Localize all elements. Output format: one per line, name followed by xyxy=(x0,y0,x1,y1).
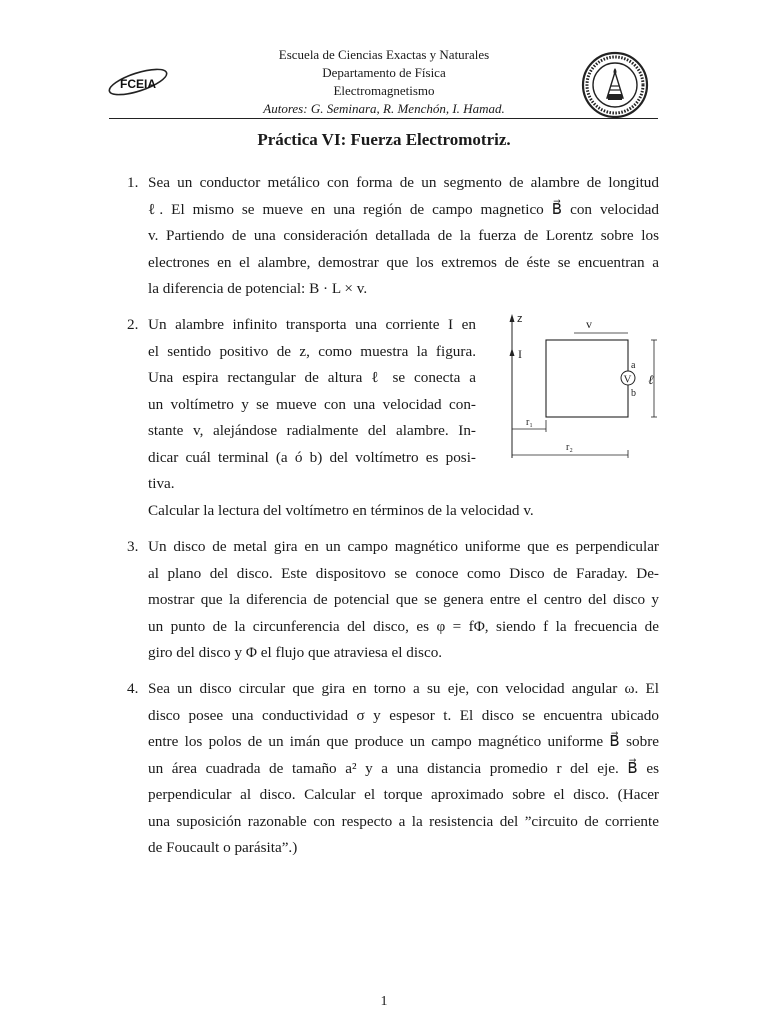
department-name: Departamento de Física xyxy=(322,65,446,80)
problem-line: dicar cuál terminal (a ó b) del voltímetro es posi- xyxy=(148,448,476,466)
r2-label: r₂ xyxy=(566,442,573,453)
z-label: z xyxy=(517,313,523,325)
z-arrowhead xyxy=(510,314,515,322)
rectangular-loop xyxy=(546,340,628,417)
problem-line: v. Partiendo de una consideración detallada de la fuerza de Lorentz sobre los xyxy=(148,227,659,244)
problem-line: Un disco de metal gira en un campo magnético uniforme que es perpendicular xyxy=(148,538,659,555)
course-name: Electromagnetismo xyxy=(333,83,435,98)
problem-line: un voltímetro y se mueve con una velocidad con- xyxy=(148,395,476,413)
problem-line: Sea un disco circular que gira en torno a su eje, con velocidad angular ω. El xyxy=(148,680,659,697)
authors-line: Autores: G. Seminara, R. Menchón, I. Hamad. xyxy=(263,101,505,116)
r1-label: r₁ xyxy=(526,417,533,428)
problem-line: disco posee una conductividad σ y espesor t. El disco se encuentra ubicado xyxy=(148,706,659,724)
page-title: Práctica VI: Fuerza Electromotriz. xyxy=(257,130,511,149)
problem-number: 2. xyxy=(127,316,139,333)
problem-line: Un alambre infinito transporta una corriente I en xyxy=(148,316,476,333)
current-label: I xyxy=(518,347,522,361)
problem-line: un punto de la circunferencia del disco, es φ = fΦ, siendo f la frecuencia de xyxy=(148,617,659,635)
current-arrow xyxy=(510,348,515,356)
problem-line: entre los polos de un imán que produce un campo magnético uniforme B⃗ sobre xyxy=(148,733,659,750)
problem-number: 1. xyxy=(127,174,139,191)
terminal-b-label: b xyxy=(631,388,636,399)
problem-line: electrones en el alambre, demostrar que los extremos de éste se encuentran a xyxy=(148,253,659,271)
header-rule xyxy=(109,118,658,119)
university-seal-logo xyxy=(580,50,650,124)
page-number: 1 xyxy=(380,994,388,1009)
problem-line: Una espira rectangular de altura ℓ se conecta a xyxy=(148,369,476,386)
problem-line: stante v, alejándose radialmente del alambre. In- xyxy=(148,422,476,439)
fceia-logo xyxy=(106,64,170,104)
terminal-a-label: a xyxy=(631,360,636,371)
problem-line: ℓ. El mismo se mueve en una región de campo magnetico B⃗ con velocidad xyxy=(148,200,659,218)
height-label: ℓ xyxy=(648,372,654,387)
problem-line: el sentido positivo de z, como muestra la figura. xyxy=(148,342,476,360)
problem-line: una suposición razonable con respecto a la resistencia del ”circuito de corriente xyxy=(148,812,659,830)
problem-line: giro del disco y Φ el flujo que atraviesa el disco. xyxy=(148,644,443,661)
wire-loop-figure xyxy=(500,310,670,474)
problem-line: Sea un conductor metálico con forma de un segmento de alambre de longitud xyxy=(148,174,659,191)
problem-number: 4. xyxy=(127,680,139,697)
problem-number: 3. xyxy=(127,538,139,555)
school-name: Escuela de Ciencias Exactas y Naturales xyxy=(278,47,490,62)
velocity-label: v xyxy=(586,317,592,331)
problem-line: Calcular la lectura del voltímetro en términos de la velocidad v. xyxy=(148,501,534,519)
problem-line: perpendicular al disco. Calcular el torque aproximado sobre el disco. (Hacer xyxy=(148,786,659,803)
problem-line: la diferencia de potencial: B · L × v. xyxy=(148,280,368,297)
problem-line: mostrar que la diferencia de potencial que se genera entre el centro del disco y xyxy=(148,591,659,608)
problem-line: al plano del disco. Este dispositovo se conoce como Disco de Faraday. De- xyxy=(148,564,659,582)
voltmeter-label: V xyxy=(623,373,632,386)
problem-line: tiva. xyxy=(148,475,175,492)
fceia-logo-text: FCEIA xyxy=(120,77,156,91)
problem-line: un área cuadrada de tamaño a² y a una distancia promedio r del eje. B⃗ es xyxy=(148,759,659,777)
problem-line: de Foucault o parásita”.) xyxy=(148,839,298,856)
